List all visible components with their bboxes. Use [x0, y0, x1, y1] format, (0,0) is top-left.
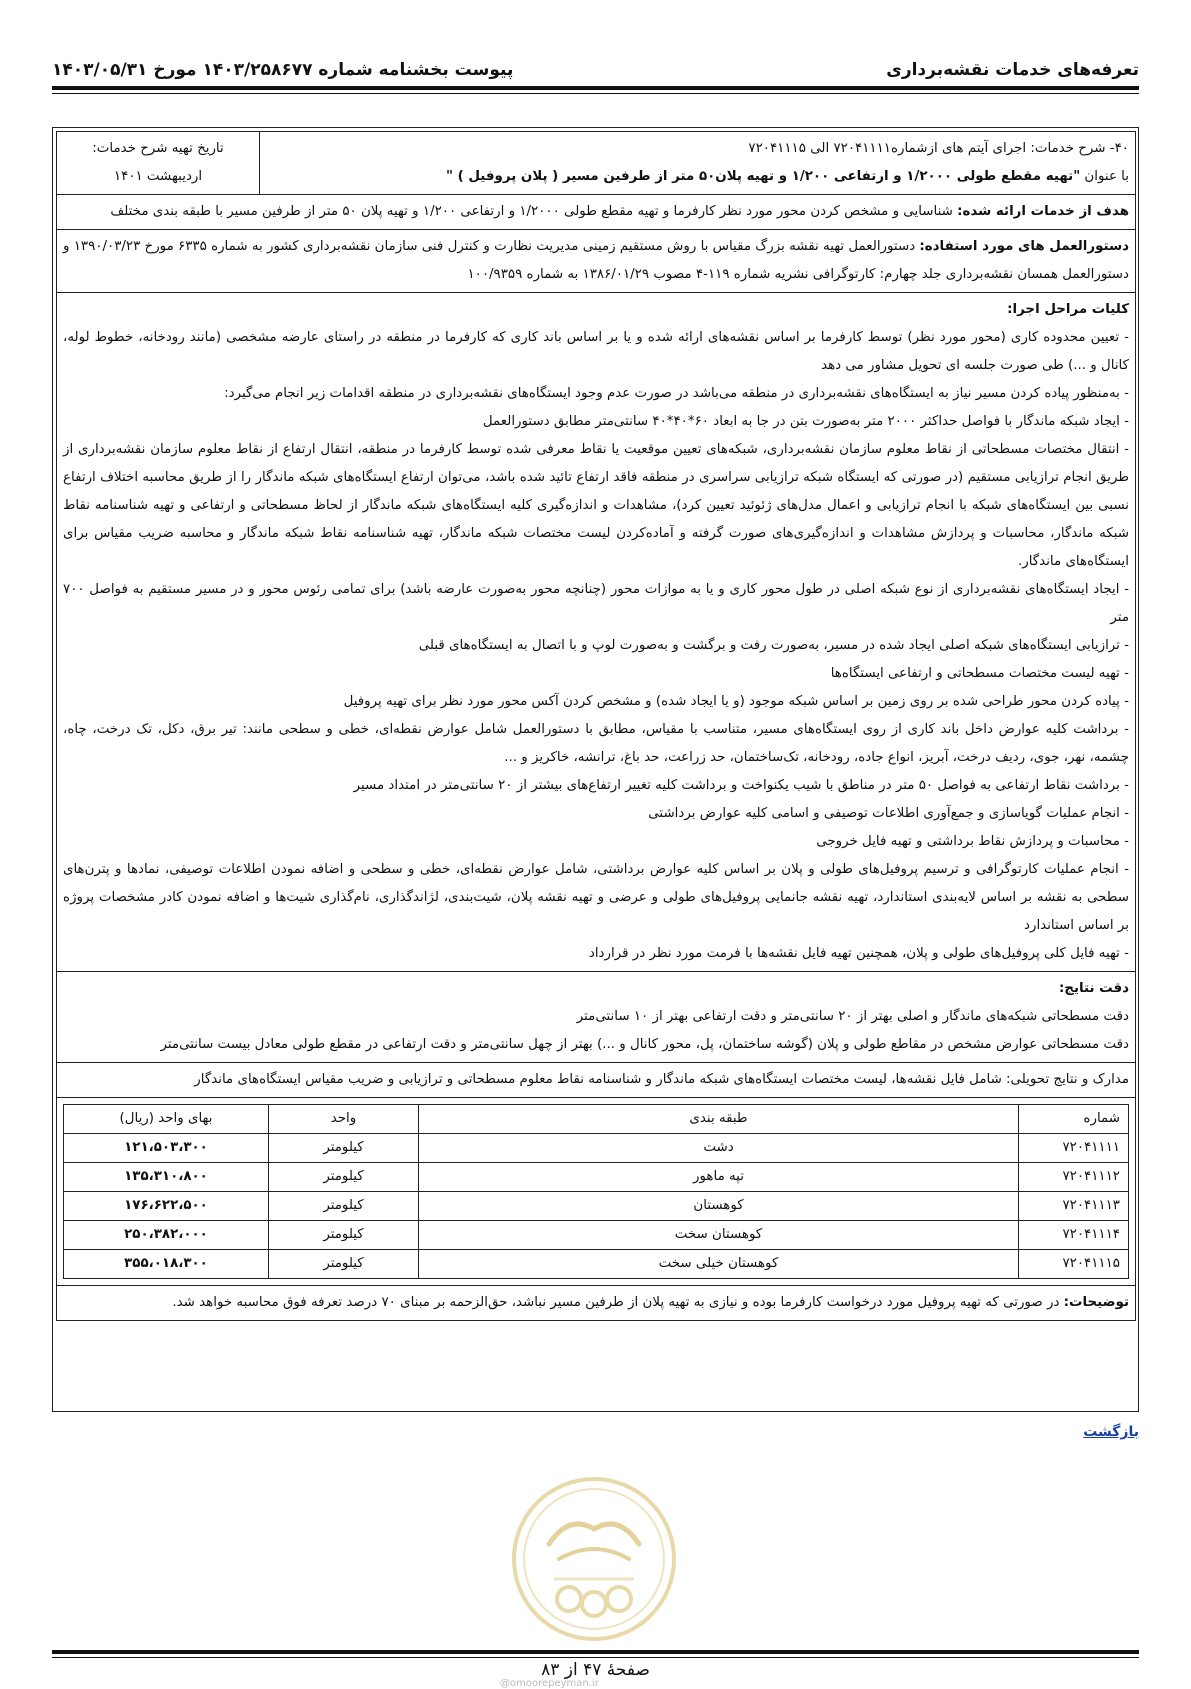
row-code: ۷۲۰۴۱۱۱۳ [1019, 1192, 1129, 1221]
notes-cell [57, 1286, 1136, 1321]
table-row [64, 1192, 1129, 1221]
accuracy-line: دقت مسطحاتی عوارض مشخص در مقاطع طولی و پلان (گوشه ساختمان، پل، محور کانال و ...) بهتر از چهل سانتی‌متر و دقت ارتفاعی در مقطع طولی معادل بیست سانتی‌متر [160, 1037, 1129, 1052]
row-price: ۱۳۵،۳۱۰،۸۰۰ [64, 1163, 269, 1192]
row-code: ۷۲۰۴۱۱۱۱ [1019, 1134, 1129, 1163]
header-code: شماره [1019, 1105, 1129, 1134]
service-date-cell [57, 132, 260, 195]
row-category: دشت [419, 1134, 1019, 1163]
step-item: - تهیه فایل کلی پروفیل‌های طولی و پلان، همچنین تهیه فایل نقشه‌ها با فرمت مورد نظر در قرارداد [588, 946, 1129, 961]
step-item: - ایجاد ایستگاه‌های نقشه‌برداری از نوع شبکه اصلی در طول محور کاری و یا به موازات محور (چنانچه محور به‌صورت عارضه باشد) برای تمامی رئوس محور و در مسیر مستقیم به فواصل ۷۰۰ متر [63, 582, 1129, 625]
steps-label: کلیات مراحل اجرا: [1007, 302, 1129, 317]
step-item: - ایجاد شبکه ماندگار با فواصل حداکثر ۲۰۰۰ متر به‌صورت بتن در جا به ابعاد ۶۰*۴۰*۴۰ سانتی‌متر مطابق دستورالعمل [482, 414, 1129, 429]
header-price: بهای واحد (ریال) [64, 1105, 269, 1134]
step-item: - انجام عملیات کارتوگرافی و ترسیم پروفیل‌های طولی و پلان بر اساس کلیه عوارض برداشتی، شامل عوارض نقطه‌ای، خطی و سطحی و اضافه نمودن اطلاعات توصیفی، نمادها و پترن‌های سطحی به نقشه بر اساس لایه‌بندی استاندارد، تهیه نقشه جانمایی پروفیل‌های طولی و عرضی و تهیه نقشه پلان، شیت‌بندی، لژاندگذاری، نام‌گذاری شیت‌ها و اضافه نمودن کادر مشخصات پروژه بر اساس استاندارد [63, 862, 1129, 933]
service-line: ۴۰- شرح خدمات: اجرای آیتم های ازشماره۷۲۰۴۱۱۱۱ الی ۷۲۰۴۱۱۱۵ [748, 141, 1129, 156]
service-title: "تهیه مقطع طولی ۱/۲۰۰۰ و ارتفاعی ۱/۲۰۰ و تهیه پلان۵۰ متر از طرفین مسیر ( پلان پروفیل ) " [445, 169, 1081, 184]
row-unit: کیلومتر [269, 1221, 419, 1250]
date-value: اردیبهشت ۱۴۰۱ [113, 169, 203, 184]
price-cell [57, 1098, 1136, 1286]
header-category: طبقه بندی [419, 1105, 1019, 1134]
step-item: - انجام عملیات گویاسازی و جمع‌آوری اطلاعات توصیفی و اسامی کلیه عوارض برداشتی [648, 806, 1129, 821]
row-category: کوهستان سخت [419, 1221, 1019, 1250]
date-label: تاریخ تهیه شرح خدمات: [92, 141, 224, 156]
accuracy-line: دقت مسطحاتی شبکه‌های ماندگار و اصلی بهتر از ۲۰ سانتی‌متر و دقت ارتفاعی بهتر از ۱۰ سانتی‌متر [576, 1009, 1129, 1024]
step-item: - محاسبات و پردازش نقاط برداشتی و تهیه فایل خروجی [816, 834, 1129, 849]
step-item: - ترازیابی ایستگاه‌های شبکه اصلی ایجاد شده در مسیر، به‌صورت رفت و برگشت و به‌صورت لوپ و با اتصال به ایستگاه‌های قبلی [418, 638, 1129, 653]
row-unit: کیلومتر [269, 1134, 419, 1163]
goal-text: شناسایی و مشخص کردن محور مورد نظر کارفرما و تهیه مقطع طولی ۱/۲۰۰۰ و ارتفاعی ۱/۲۰۰ و تهیه پلان ۵۰ متر از طرفین مسیر با طبقه بندی مختلف [110, 204, 958, 219]
row-code: ۷۲۰۴۱۱۱۴ [1019, 1221, 1129, 1250]
step-item: - تهیه لیست مختصات مسطحاتی و ارتفاعی ایستگاه‌ها [830, 666, 1129, 681]
price-table [63, 1104, 1129, 1279]
row-price: ۳۵۵،۰۱۸،۳۰۰ [64, 1250, 269, 1279]
back-link[interactable]: بازگشت [1083, 1424, 1139, 1440]
row-price: ۱۷۶،۶۲۲،۵۰۰ [64, 1192, 269, 1221]
step-item: - تعیین محدوده کاری (محور مورد نظر) توسط کارفرما بر اساس نقشه‌های ارائه شده و یا بر اساس باند کاری که کارفرما در منطقه در راستای عارضه مشخصی (مانند رودخانه، خطوط لوله، کانال و ...) طی صورت جلسه ای تحویل مشاور می دهد [63, 330, 1129, 373]
goal-label: هدف از خدمات ارائه شده: [957, 204, 1129, 219]
publisher-seal-icon [509, 1474, 679, 1644]
row-price: ۱۲۱،۵۰۳،۳۰۰ [64, 1134, 269, 1163]
accuracy-label: دقت نتایج: [1058, 981, 1129, 996]
standards-label: دستورالعمل های مورد استفاده: [919, 239, 1130, 254]
table-row [64, 1250, 1129, 1279]
price-table-header [64, 1105, 1129, 1134]
row-category: تپه ماهور [419, 1163, 1019, 1192]
service-title-cell [260, 132, 1136, 195]
row-price: ۲۵۰،۳۸۲،۰۰۰ [64, 1221, 269, 1250]
row-unit: کیلومتر [269, 1250, 419, 1279]
service-table [56, 131, 1136, 1321]
table-row [64, 1134, 1129, 1163]
standards-cell [57, 230, 1136, 293]
row-category: کوهستان خیلی سخت [419, 1250, 1019, 1279]
step-item: - برداشت کلیه عوارض داخل باند کاری از روی ایستگاه‌های مسیر، متناسب با مقیاس، مطابق با دستورالعمل شامل عوارض نقطه‌ای، خطی و سطحی مانند: تیر برق، دکل، تک درخت، چاه، چشمه، نهر، جوی، ردیف درخت، آبریز، انواع جاده، رودخانه، تک‌ساختمان، حد زراعت، حد باغ، ترانشه، خاکریز و ... [63, 722, 1129, 765]
footer-rule-thin [52, 1657, 1139, 1658]
step-item: - انتقال مختصات مسطحاتی از نقاط معلوم سازمان نقشه‌برداری، شبکه‌های تعیین موقعیت یا نقاط معرفی شده توسط کارفرما در منطقه، انتقال ارتفاع از نقاط معلوم سازمان نقشه‌برداری از طریق انجام ترازیابی مستقیم (در صورتی که ایستگاه شبکه ترازیابی سراسری در منطقه فاقد ارتفاع تائید شده باشد، می‌توان ارتفاع ایستگاه‌های شبکه ماندگار را از طریق محاسبه اختلاف ارتفاع نسبی بین ایستگاه‌های شبکه با انجام ترازیابی و اعمال مدل‌های ژئوئید تعیین کرد)، مشاهدات و اندازه‌گیری کلیه ایستگاه‌های شبکه ماندگار از لحاظ مسطحاتی و ارتفاعی و تهیه شناسنامه نقاط شبکه ماندگار، محاسبات و پردازش مشاهدات و اندازه‌گیری‌های صورت گرفته و آماده‌کردن لیست مختصات شبکه ماندگار، تهیه شناسنامه نقاط شبکه ماندگار و محاسبه ضریب مقیاس برای ایستگاه‌های ماندگار. [63, 442, 1129, 569]
step-item: - به‌منظور پیاده کردن مسیر نیاز به ایستگاه‌های نقشه‌برداری در منطقه می‌باشد در صورت عدم وجود ایستگاه‌های نقشه‌برداری در منطقه اقدامات زیر انجام می‌گیرد: [224, 386, 1129, 401]
watermark: @omoorepeyman.ir [500, 1678, 599, 1689]
footer-rule-thick [52, 1650, 1139, 1654]
header-unit: واحد [269, 1105, 419, 1134]
goal-cell [57, 195, 1136, 230]
header-rule-thin [52, 93, 1139, 94]
row-unit: کیلومتر [269, 1163, 419, 1192]
table-row [64, 1221, 1129, 1250]
row-code: ۷۲۰۴۱۱۱۲ [1019, 1163, 1129, 1192]
service-title-prefix: با عنوان [1080, 169, 1129, 184]
standards-text: دستورالعمل تهیه نقشه بزرگ مقیاس با روش مستقیم زمینی مدیریت نظارت و کنترل فنی سازمان نقشه‌برداری کشور به شماره ۶۳۳۵ مورخ ۱۳۹۰/۰۳/۲۳ و دستورالعمل همسان نقشه‌برداری جلد چهارم: کارتوگرافی نشریه شماره ۱۱۹-۴ مصوب ۱۳۸۶/۰۱/۲۹ به شماره ۱۰۰/۹۳۵۹ [63, 239, 1129, 282]
deliverables-cell: مدارک و نتایج تحویلی: شامل فایل نقشه‌ها، لیست مختصات ایستگاه‌های شبکه ماندگار و شناسنامه نقاط معلوم مسطحاتی و ترازیابی و ضریب مقیاس ایستگاه‌های ماندگار [57, 1063, 1136, 1098]
table-row [64, 1163, 1129, 1192]
header-circular-ref: پیوست بخشنامه شماره ۱۴۰۳/۲۵۸۶۷۷ مورخ ۱۴۰۳/۰۵/۳۱ [52, 60, 514, 80]
header-title: تعرفه‌های خدمات نقشه‌برداری [886, 60, 1139, 80]
header-rule-thick [52, 86, 1139, 90]
step-item: - برداشت نقاط ارتفاعی به فواصل ۵۰ متر در مناطق با شیب یکنواخت و برداشت کلیه تغییر ارتفاع‌های بیشتر از ۲۰ سانتی‌متر در امتداد مسیر [353, 778, 1129, 793]
page-number: صفحهٔ ۴۷ از ۸۳ [541, 1660, 650, 1680]
row-unit: کیلومتر [269, 1192, 419, 1221]
notes-label: توضیحات: [1063, 1295, 1129, 1310]
row-category: کوهستان [419, 1192, 1019, 1221]
notes-text: در صورتی که تهیه پروفیل مورد درخواست کارفرما بوده و نیازی به تهیه پلان از طرفین مسیر نباشد، حق‌الزحمه بر مبنای ۷۰ درصد تعرفه فوق محاسبه خواهد شد. [172, 1295, 1064, 1310]
steps-cell [57, 293, 1136, 972]
service-title-line [266, 163, 1129, 191]
row-code: ۷۲۰۴۱۱۱۵ [1019, 1250, 1129, 1279]
step-item: - پیاده کردن محور طراحی شده بر روی زمین بر اساس شبکه موجود (و یا ایجاد شده) و مشخص کردن آکس محور مورد نظر برای تهیه پروفیل [343, 694, 1129, 709]
accuracy-cell [57, 972, 1136, 1063]
